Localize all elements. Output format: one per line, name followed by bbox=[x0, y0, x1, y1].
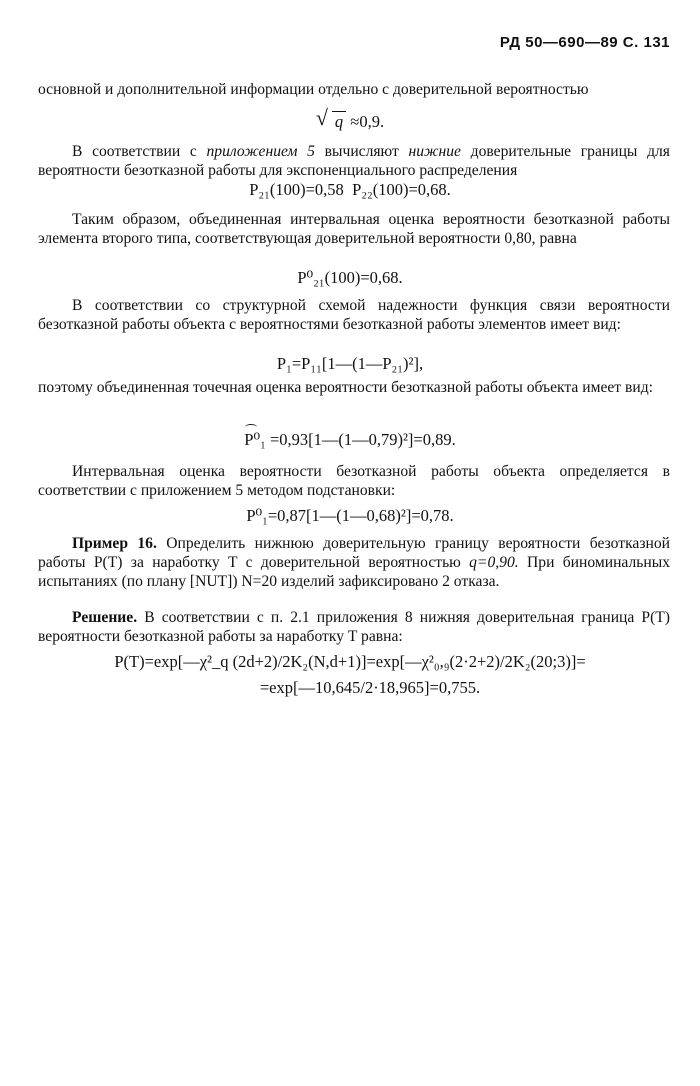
formula-2-part-b: P₂₂(100)=0,68. bbox=[352, 180, 451, 199]
example-q: q=0,90. bbox=[469, 554, 519, 571]
paragraph-4: В соответствии со структурной схемой надежности функция связи вероятности безотказной работы объекта с вероятностями безотказной работы элементов имеет вид: bbox=[38, 297, 670, 333]
formula-1-value: ≈0,9. bbox=[350, 112, 385, 131]
page-header: РД 50—690—89 С. 131 bbox=[499, 34, 670, 51]
example-text-2: При биноминальных испытаниях (по плану [NUT]) N=20 изделий зафиксировано 2 отказа. bbox=[38, 554, 671, 590]
paragraph-2-appendix: приложением 5 bbox=[206, 143, 315, 160]
example-text: Определить нижнюю доверительную границу вероятности безотказной работы P(T) за наработку T с доверительной вероятностью bbox=[38, 535, 670, 571]
paragraph-2-text-c: доверительные границы для вероятности безотказной работы для экспоненциального распределения bbox=[38, 143, 670, 179]
formula-2 bbox=[0, 180, 700, 200]
example-title: Пример 16. bbox=[72, 535, 157, 552]
paragraph-6: Интервальная оценка вероятности безотказной работы объекта определяется в соответствии с приложением 5 методом подстановки: bbox=[38, 463, 670, 499]
formula-3: P⁰₂₁(100)=0,68. bbox=[297, 268, 403, 287]
paragraph-7 bbox=[38, 534, 670, 591]
formula-7-line-1: P(T)=exp[—χ²_q (2d+2)/2K₂(N,d+1)]=exp[—χ²₀,₉(2·2+2)/2K₂(20;3)]= bbox=[114, 652, 586, 671]
formula-6: P⁰₁=0,87[1—(1—0,68)²]=0,78. bbox=[246, 506, 454, 525]
paragraph-2 bbox=[38, 142, 670, 180]
solution-title: Решение. bbox=[72, 609, 138, 626]
paragraph-2-text-b: вычисляют bbox=[314, 143, 409, 160]
paragraph-2-text-a: В соответствии с bbox=[72, 143, 207, 160]
paragraph-3: Таким образом, объединенная интервальная оценка вероятности безотказной работы элемента второго типа, соответствующая доверительной вероятности 0,80, равна bbox=[38, 211, 670, 247]
formula-5-symbol: P bbox=[244, 430, 254, 449]
sqrt-expression bbox=[315, 105, 346, 132]
paragraph-5: поэтому объединенная точечная оценка вероятности безотказной работы объекта имеет вид: bbox=[38, 379, 653, 396]
formula-5-rest: ⁰₁ =0,93[1—(1—0,79)²]=0,89. bbox=[253, 430, 456, 449]
solution-text: В соответствии с п. 2.1 приложения 8 нижняя доверительная граница P(T) вероятности безотказной работы за наработку T равна: bbox=[38, 609, 670, 645]
radicand: q bbox=[332, 111, 346, 131]
formula-5 bbox=[0, 430, 700, 450]
formula-4: P₁=P₁₁[1—(1—P₂₁)²], bbox=[276, 354, 424, 373]
radical-sign-icon: √ bbox=[315, 105, 328, 130]
paragraph-2-lower: нижние bbox=[408, 143, 461, 160]
formula-2-part-a: P₂₁(100)=0,58 bbox=[249, 180, 344, 199]
formula-1 bbox=[0, 105, 700, 132]
paragraph-1: основной и дополнительной информации отдельно с доверительной вероятностью bbox=[38, 81, 589, 98]
formula-7-line-2: =exp[—10,645/2·18,965]=0,755. bbox=[259, 678, 481, 697]
paragraph-8 bbox=[38, 608, 670, 646]
